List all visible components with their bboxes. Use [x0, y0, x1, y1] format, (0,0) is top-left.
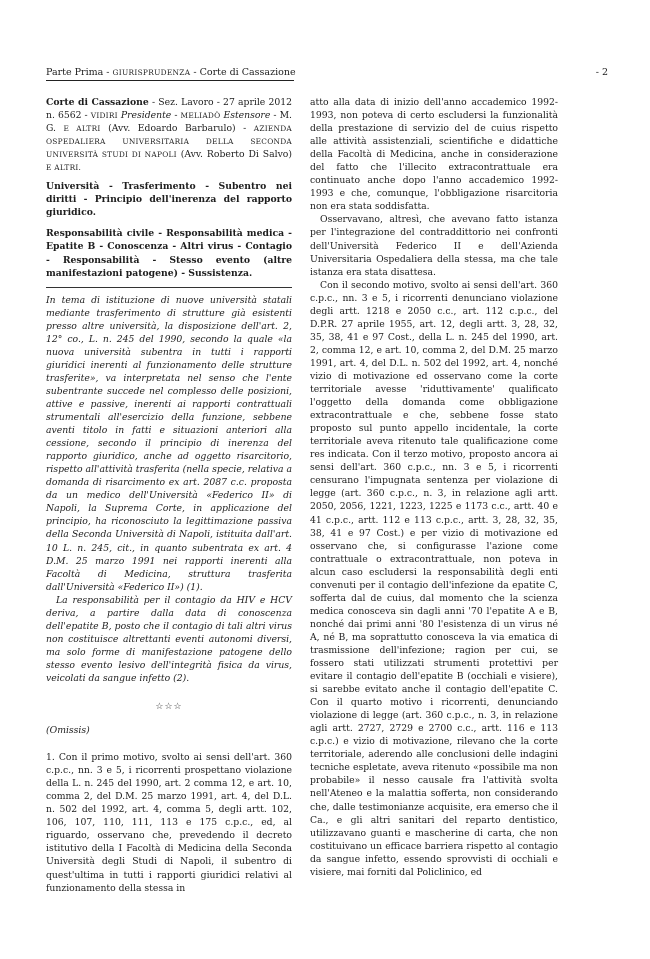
right-paragraph-1: atto alla data di inizio dell'anno accademico 1992-1993, non poteva di certo escludersi la funzionalità della prestazione di servizio del de cuius rispetto alle attività assistenziali, scientifiche e didattiche della Facoltà di Medicina, anche in considerazione del fatto che l'illecito extracontrattuale era continuato anche dopo l'anno accademico 1992-1993 e che, comunque, l'obbligazione risarcitoria non era stata soddisfatta. — [310, 97, 558, 213]
header-section: GIURISPRUDENZA — [112, 68, 191, 77]
case-e-altri: E ALTRI — [63, 124, 101, 134]
stars-ornament: ☆☆☆ — [155, 702, 183, 713]
case-president: VIDIRI — [90, 111, 118, 121]
case-party: AZIENDA OSPEDALIERA UNIVERSITARIA DELLA SECONDA UNIVERSITÀ STUDI DI NAPOLI — [46, 124, 293, 160]
case-citation — [46, 96, 292, 174]
case-estensore: MELIADÒ — [180, 111, 221, 121]
massima-2: La responsabilità per il contagio da HIV e HCV deriva, a partire dalla data di conoscenza dell'epatite B, posto che il contagio di tali altri virus non costituisce altrettanti eventi autonomi diversi, ma solo forme di manifestazione patogene dello stesso evento lesivo dell'integrità fisica da virus, veicolati da sangue infetto (2). — [46, 594, 292, 684]
heading-responsabilita: Responsabilità civile - Responsabilità medica - Epatite B - Conoscenza - Altri virus - Contagio - Responsabilità - Stesso evento (altre manifestazioni patogene) - Sussistenza. — [46, 228, 292, 279]
right-column — [310, 96, 558, 879]
heading-universita: Università - Trasferimento - Subentro nei diritti - Principio dell'inerenza del rapporto giuridico. — [46, 181, 292, 219]
section-divider — [46, 287, 292, 288]
header-part: Parte Prima - — [46, 67, 113, 78]
case-sep-2: - M. G. — [46, 110, 292, 135]
right-paragraph-3: Con il secondo motivo, svolto ai sensi dell'art. 360 c.p.c., nn. 3 e 5, i ricorrenti denunciano violazione degli artt. 1218 e 2050 c.c., art. 112 c.p.c., del D.P.R. 27 aprile 1955, art. 12, degli artt. 3, 28, 32, 35, 38, 41 e 97 Cost., della L. n. 245 del 1990, art. 2, comma 12, e art. 10, comma 2, del D.M. 25 marzo 1991, art. 4, del D.L. n. 502 del 1992, art. 4, nonché vizio di motivazione ed osservano come la corte territoriale avesse 'riduttivamente' qualificato l'oggetto della domanda come obbligazione extracontrattuale e che, sebbene fosse stato proposto sul punto appello incidentale, la corte territoriale aveva ritenuto tale qualificazione come res indicata. Con il terzo motivo, proposto ancora ai sensi dell'art. 360 c.p.c., nn. 3 e 5, i ricorrenti censurano l'impugnata sentenza per violazione di legge (art. 360 c.p.c., n. 3, in relazione agli artt. 2050, 2056, 1221, 1223, 1225 e 1173 c.c., artt. 40 e 41 c.p.c., artt. 112 e 113 c.p.c., artt. 3, 28, 32, 35, 38, 41 e 97 Cost.) e per vizio di motivazione ed osservano che, si configurasse l'azione come contrattuale o extracontrattuale, non poteva in alcun caso escludersi la responsabilità degli enti convenuti per il contagio dell'infezione da epatite C, sofferta dal de cuius, dal momento che la scienza medica conosceva sin dagli anni '70 l'epatite A e B, nonché dai primi anni '80 l'esistenza di un virus né A, né B, ma soprattutto conosceva la via ematica di trasmissione dell'infezione; ragion per cui, se fossero stati utilizzati strumenti protettivi per evitare il contagio dell'epatite B (occhiali e visiere), si sarebbe evitato anche il contagio dell'epatite C. Con il quarto motivo i ricorrenti, denunciando violazione di legge (art. 360 c.p.c., n. 3, in relazione agli artt. 2727, 2729 e 2700 c.c., artt. 116 e 113 c.p.c.) e vizio di motivazione, rilevano che la corte territoriale, aderendo alle conclusioni delle indagini tecniche espletate, aveva ritenuto «possibile ma non probabile» il nesso causale fra l'attività svolta nell'Ateneo e la malattia sofferta, non considerando che, dalle testimonianze acquisite, era emerso che il Ca., e gli altri sanitari del reparto dentistico, utilizzavano guanti e mascherine di carta, che non costituivano un efficace barriera rispetto al contagio da sangue infetto, essendo sprovvisti di occhiali e visiere, mai forniti dal Policlinico, ed — [310, 279, 558, 878]
case-lawyers-1: (Avv. Edoardo Barbarulo) - — [100, 123, 254, 135]
running-header — [46, 66, 294, 81]
motivo-1-text: 1. Con il primo motivo, svolto ai sensi dell'art. 360 c.p.c., nn. 3 e 5, i ricorrenti prospettano violazione della L. n. 245 del 1990, art. 2 comma 12, e art. 10, comma 2, del D.M. 25 marzo 1991, art. 4, del D.L. n. 502 del 1992, art. 4, comma 5, degli artt. 102, 106, 107, 110, 111, 113 e 175 c.p.c., ed, al riguardo, osservano che, prevedendo il decreto istitutivo della I Facoltà di Medicina della Seconda Università degli Studi di Napoli, il subentro di quest'ultima in tutti i rapporti giuridici relativi al funzionamento della stessa in — [46, 752, 292, 894]
left-column — [46, 96, 292, 895]
motivation-left — [46, 751, 292, 895]
header-court: - Corte di Cassazione — [190, 67, 296, 78]
massime — [46, 294, 292, 685]
case-court: Corte di Cassazione — [46, 97, 149, 108]
massima-1: In tema di istituzione di nuove università statali mediante trasferimento di strutture già esistenti presso altre università, la disposizione dell'art. 2, 12° co., L. n. 245 del 1990, secondo la quale «la nuova università subentra in tutti i rapporti giuridici inerenti al funzionamento delle strutture trasferite», va interpretata nel senso che l'ente subentrante succede nel complesso delle posizioni, attive e passive, inerenti ai rapporti contrattuali strumentali all'esercizio della funzione, sebbene aventi titolo in fatti e situazioni anteriori alla cessione, secondo il principio di inerenza del rapporto giuridico, anche ad oggetto risarcitorio, rispetto all'attività trasferita (nella specie, relativa a domanda di risarcimento ex art. 2087 c.c. proposta da un medico dell'Università «Federico II» di Napoli, la Suprema Corte, in applicazione del principio, ha riconosciuto la legittimazione passiva della Seconda Università di Napoli, istituita dall'art. 10 L. n. 245, cit., in quanto subentrata ex art. 4 D.M. 25 marzo 1991 nei rapporti inerenti alla Facoltà di Medicina, struttura trasferita dall'Università «Federico II») (1). — [46, 294, 292, 593]
case-e-altri-2: E ALTRI. — [46, 163, 82, 173]
omissis-label: (Omissis) — [46, 725, 90, 737]
case-estensore-role: Estensore — [220, 110, 271, 122]
page-number: - 2 — [595, 67, 608, 78]
case-lawyers-2: (Avv. Roberto Di Salvo) — [176, 149, 292, 161]
case-sep-1: - — [171, 110, 181, 122]
case-president-role: Presidente — [117, 110, 172, 122]
right-paragraph-2: Osservavano, altresì, che avevano fatto istanza per l'integrazione del contraddittorio nei confronti dell'Università Federico II e dell'Azienda Universitaria Ospedaliera della stessa, ma che tale istanza era stata disattesa. — [310, 214, 558, 278]
case-details: - Sez. Lavoro - 27 aprile 2012 n. 6562 - — [46, 97, 292, 122]
